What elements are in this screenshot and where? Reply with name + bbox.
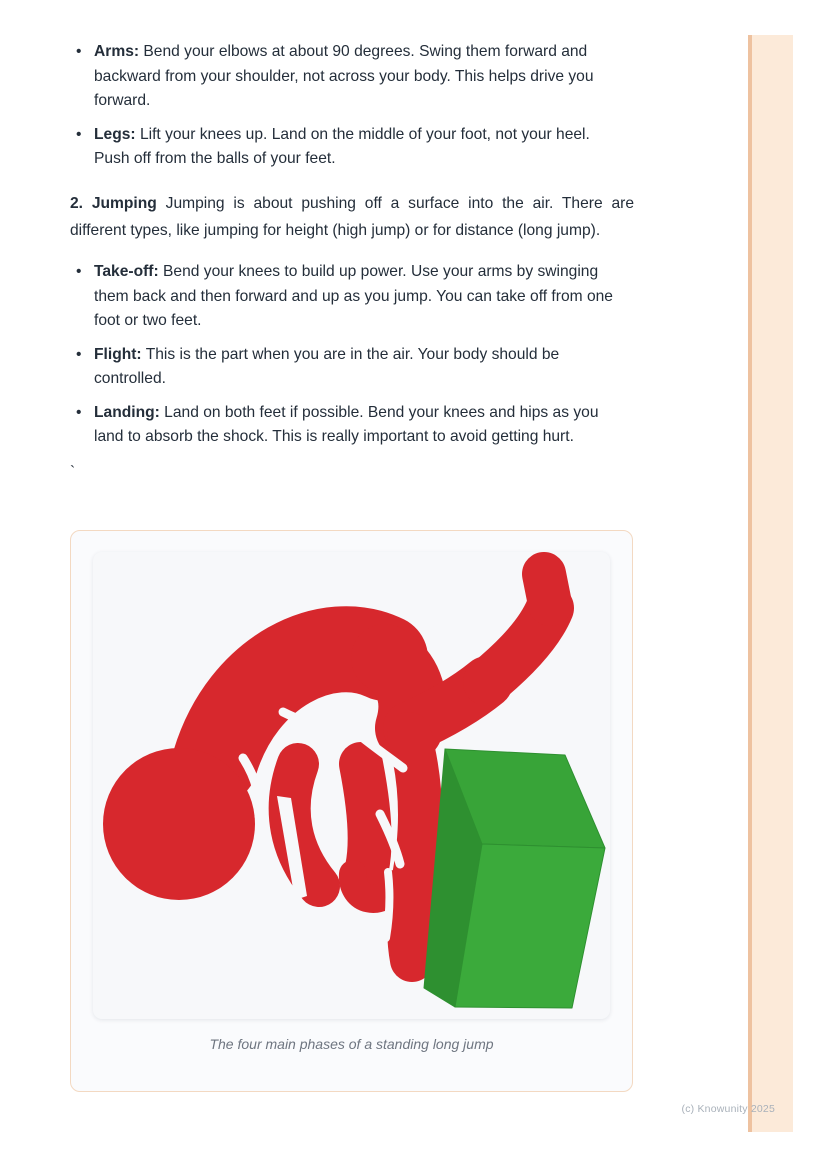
jump-illustration-svg bbox=[93, 552, 610, 1019]
figure-card bbox=[70, 530, 633, 1092]
watermark: (c) Knowunity 2025 bbox=[681, 1103, 775, 1115]
bullet-text: Flight: This is the part when you are in the air. Your body should be controlled. bbox=[94, 345, 560, 387]
bullet-icon: • bbox=[76, 263, 82, 280]
list-item bbox=[70, 343, 634, 392]
bullet-text: Landing: Land on both feet if possible. Bend your knees and hips as you land to absorb the shock. This is really important to avoid getting hurt. bbox=[94, 403, 599, 445]
bullet-label: Legs: bbox=[94, 125, 136, 143]
bullet-label: Flight: bbox=[94, 345, 142, 363]
running-bullet-list bbox=[70, 40, 634, 181]
list-item bbox=[70, 260, 634, 334]
figure-image bbox=[93, 552, 610, 1019]
bullet-label: Landing: bbox=[94, 403, 160, 421]
section-jumping-paragraph bbox=[70, 190, 634, 244]
bullet-label: Arms: bbox=[94, 43, 140, 60]
bullet-icon: • bbox=[76, 43, 82, 60]
list-item bbox=[70, 40, 634, 114]
section-jumping-heading: 2. Jumping bbox=[70, 195, 157, 212]
list-item bbox=[70, 401, 634, 450]
bullet-text: Legs: Lift your knees up. Land on the middle of your foot, not your heel. Push off from the balls of your feet. bbox=[94, 125, 590, 167]
bullet-icon: • bbox=[76, 125, 82, 143]
bullet-label: Take-off: bbox=[94, 263, 159, 280]
green-box bbox=[424, 749, 605, 1008]
bullet-text: Arms: Bend your elbows at about 90 degrees. Swing them forward and backward from your shoulder, not across your body. This helps drive you forward. bbox=[94, 43, 594, 109]
bullet-icon: • bbox=[76, 403, 82, 421]
bullet-text: Take-off: Bend your knees to build up power. Use your arms by swinging them back and then forward and up as you jump. You can take off from one foot or two feet. bbox=[94, 263, 613, 329]
jumping-bullet-list bbox=[70, 260, 634, 459]
figure-head bbox=[103, 748, 255, 900]
section-jumping-text: Jumping is about pushing off a surface into the air. There are different types, like jumping for height (high jump) or for distance (long jump). bbox=[70, 195, 635, 239]
list-item bbox=[70, 123, 634, 172]
figure-caption: The four main phases of a standing long jump bbox=[209, 1036, 494, 1052]
green-box-front-face bbox=[455, 844, 605, 1008]
bullet-icon: • bbox=[76, 345, 82, 363]
side-stripe bbox=[748, 35, 793, 1132]
stray-backtick: ` bbox=[70, 464, 76, 481]
